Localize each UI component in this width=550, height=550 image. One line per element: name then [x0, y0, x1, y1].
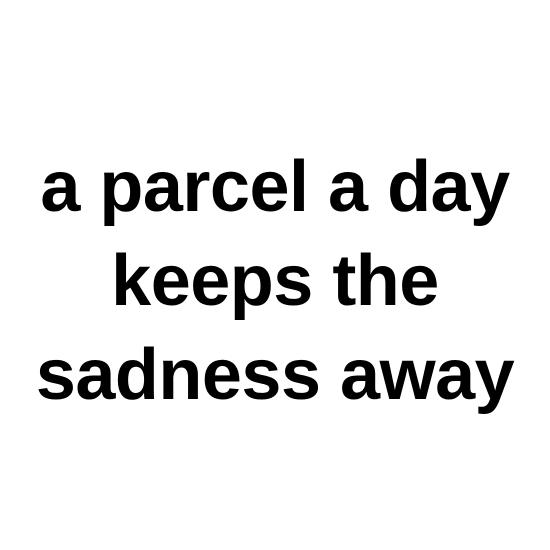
quote-text [0, 140, 550, 422]
quote-line-2: keeps the [111, 241, 439, 321]
quote-line-3: sadness away [35, 335, 515, 415]
quote-line-1: a parcel a day [40, 147, 510, 227]
